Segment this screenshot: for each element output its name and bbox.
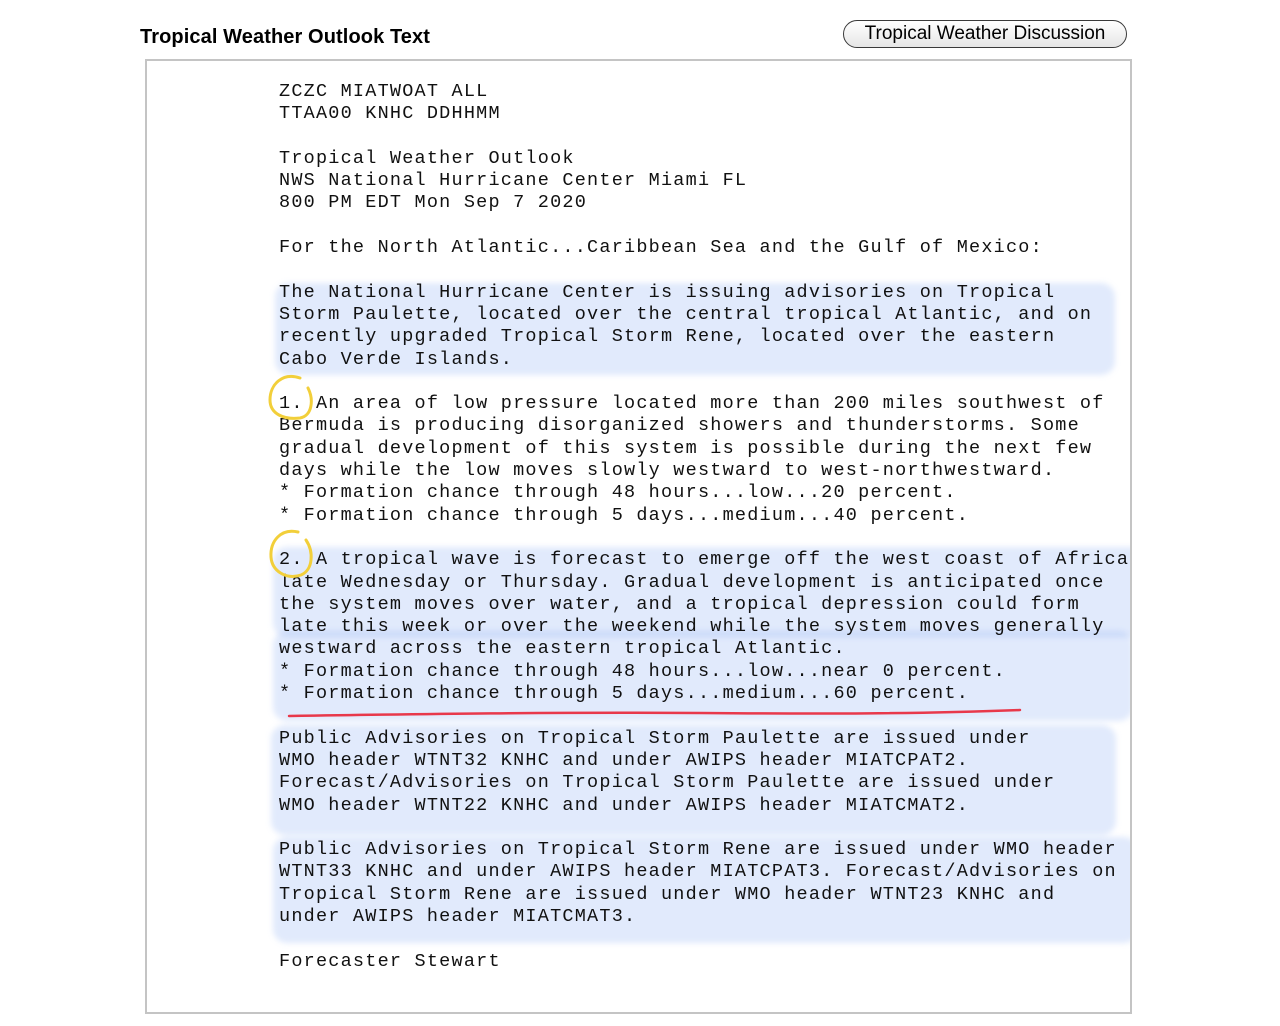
bulletin-line: The National Hurricane Center is issuing advisories on Tropical bbox=[279, 281, 1056, 303]
bulletin-line: * Formation chance through 48 hours...low...near 0 percent. bbox=[279, 660, 1006, 682]
bulletin-line: late this week or over the weekend while the system moves generally bbox=[279, 616, 1105, 638]
bulletin-line: Public Advisories on Tropical Storm Rene are issued under WMO header bbox=[279, 839, 1117, 861]
outlook-text-panel[interactable] bbox=[145, 59, 1132, 1014]
bulletin-line: the system moves over water, and a tropical depression could form bbox=[279, 593, 1080, 615]
bulletin-line: WMO header WTNT32 KNHC and under AWIPS header MIATCPAT2. bbox=[279, 749, 970, 771]
bulletin-line: Bermuda is producing disorganized showers and thunderstorms. Some bbox=[279, 415, 1080, 437]
bulletin-line: 1. An area of low pressure located more than 200 miles southwest of bbox=[279, 393, 1105, 415]
bulletin-line: Tropical Storm Rene are issued under WMO header WTNT23 KNHC and bbox=[279, 883, 1056, 905]
bulletin-line: For the North Atlantic...Caribbean Sea and the Gulf of Mexico: bbox=[279, 237, 1043, 259]
bulletin-line: Storm Paulette, located over the central tropical Atlantic, and on bbox=[279, 303, 1093, 325]
bulletin-line: 2. A tropical wave is forecast to emerge off the west coast of Africa bbox=[279, 549, 1130, 571]
bulletin-line: Tropical Weather Outlook bbox=[279, 147, 575, 169]
bulletin-text bbox=[279, 81, 1129, 973]
page-title: Tropical Weather Outlook Text bbox=[140, 26, 430, 48]
blank-line bbox=[279, 928, 1129, 950]
bulletin-line: 800 PM EDT Mon Sep 7 2020 bbox=[279, 192, 588, 214]
bulletin-line: NWS National Hurricane Center Miami FL bbox=[279, 170, 748, 192]
bulletin-line: Forecaster Stewart bbox=[279, 950, 501, 972]
bulletin-line: Public Advisories on Tropical Storm Paulette are issued under bbox=[279, 727, 1031, 749]
bulletin-line: under AWIPS header MIATCMAT3. bbox=[279, 905, 637, 927]
bulletin-line: * Formation chance through 5 days...medium...60 percent. bbox=[279, 683, 970, 705]
blank-line bbox=[279, 705, 1129, 727]
blank-line bbox=[279, 126, 1129, 148]
bulletin-line: WMO header WTNT22 KNHC and under AWIPS header MIATCMAT2. bbox=[279, 794, 970, 816]
bulletin-line: TTAA00 KNHC DDHHMM bbox=[279, 103, 501, 125]
bulletin-line: Forecast/Advisories on Tropical Storm Paulette are issued under bbox=[279, 772, 1056, 794]
tropical-weather-discussion-button[interactable]: Tropical Weather Discussion bbox=[843, 20, 1127, 48]
blank-line bbox=[279, 259, 1129, 281]
bulletin-line: gradual development of this system is possible during the next few bbox=[279, 437, 1093, 459]
bulletin-line: Cabo Verde Islands. bbox=[279, 348, 514, 370]
blank-line bbox=[279, 527, 1129, 549]
bulletin-line: westward across the eastern tropical Atlantic. bbox=[279, 638, 846, 660]
bulletin-line: * Formation chance through 5 days...medium...40 percent. bbox=[279, 504, 970, 526]
blank-line bbox=[279, 215, 1129, 237]
bulletin-line: recently upgraded Tropical Storm Rene, located over the eastern bbox=[279, 326, 1056, 348]
bulletin-line: ZCZC MIATWOAT ALL bbox=[279, 81, 489, 102]
bulletin-line: WTNT33 KNHC and under AWIPS header MIATCPAT3. Forecast/Advisories on bbox=[279, 861, 1117, 883]
bulletin-line: days while the low moves slowly westward to west-northwestward. bbox=[279, 460, 1056, 482]
blank-line bbox=[279, 817, 1129, 839]
blank-line bbox=[279, 371, 1129, 393]
bulletin-line: late Wednesday or Thursday. Gradual development is anticipated once bbox=[279, 571, 1105, 593]
bulletin-line: * Formation chance through 48 hours...low...20 percent. bbox=[279, 482, 957, 504]
